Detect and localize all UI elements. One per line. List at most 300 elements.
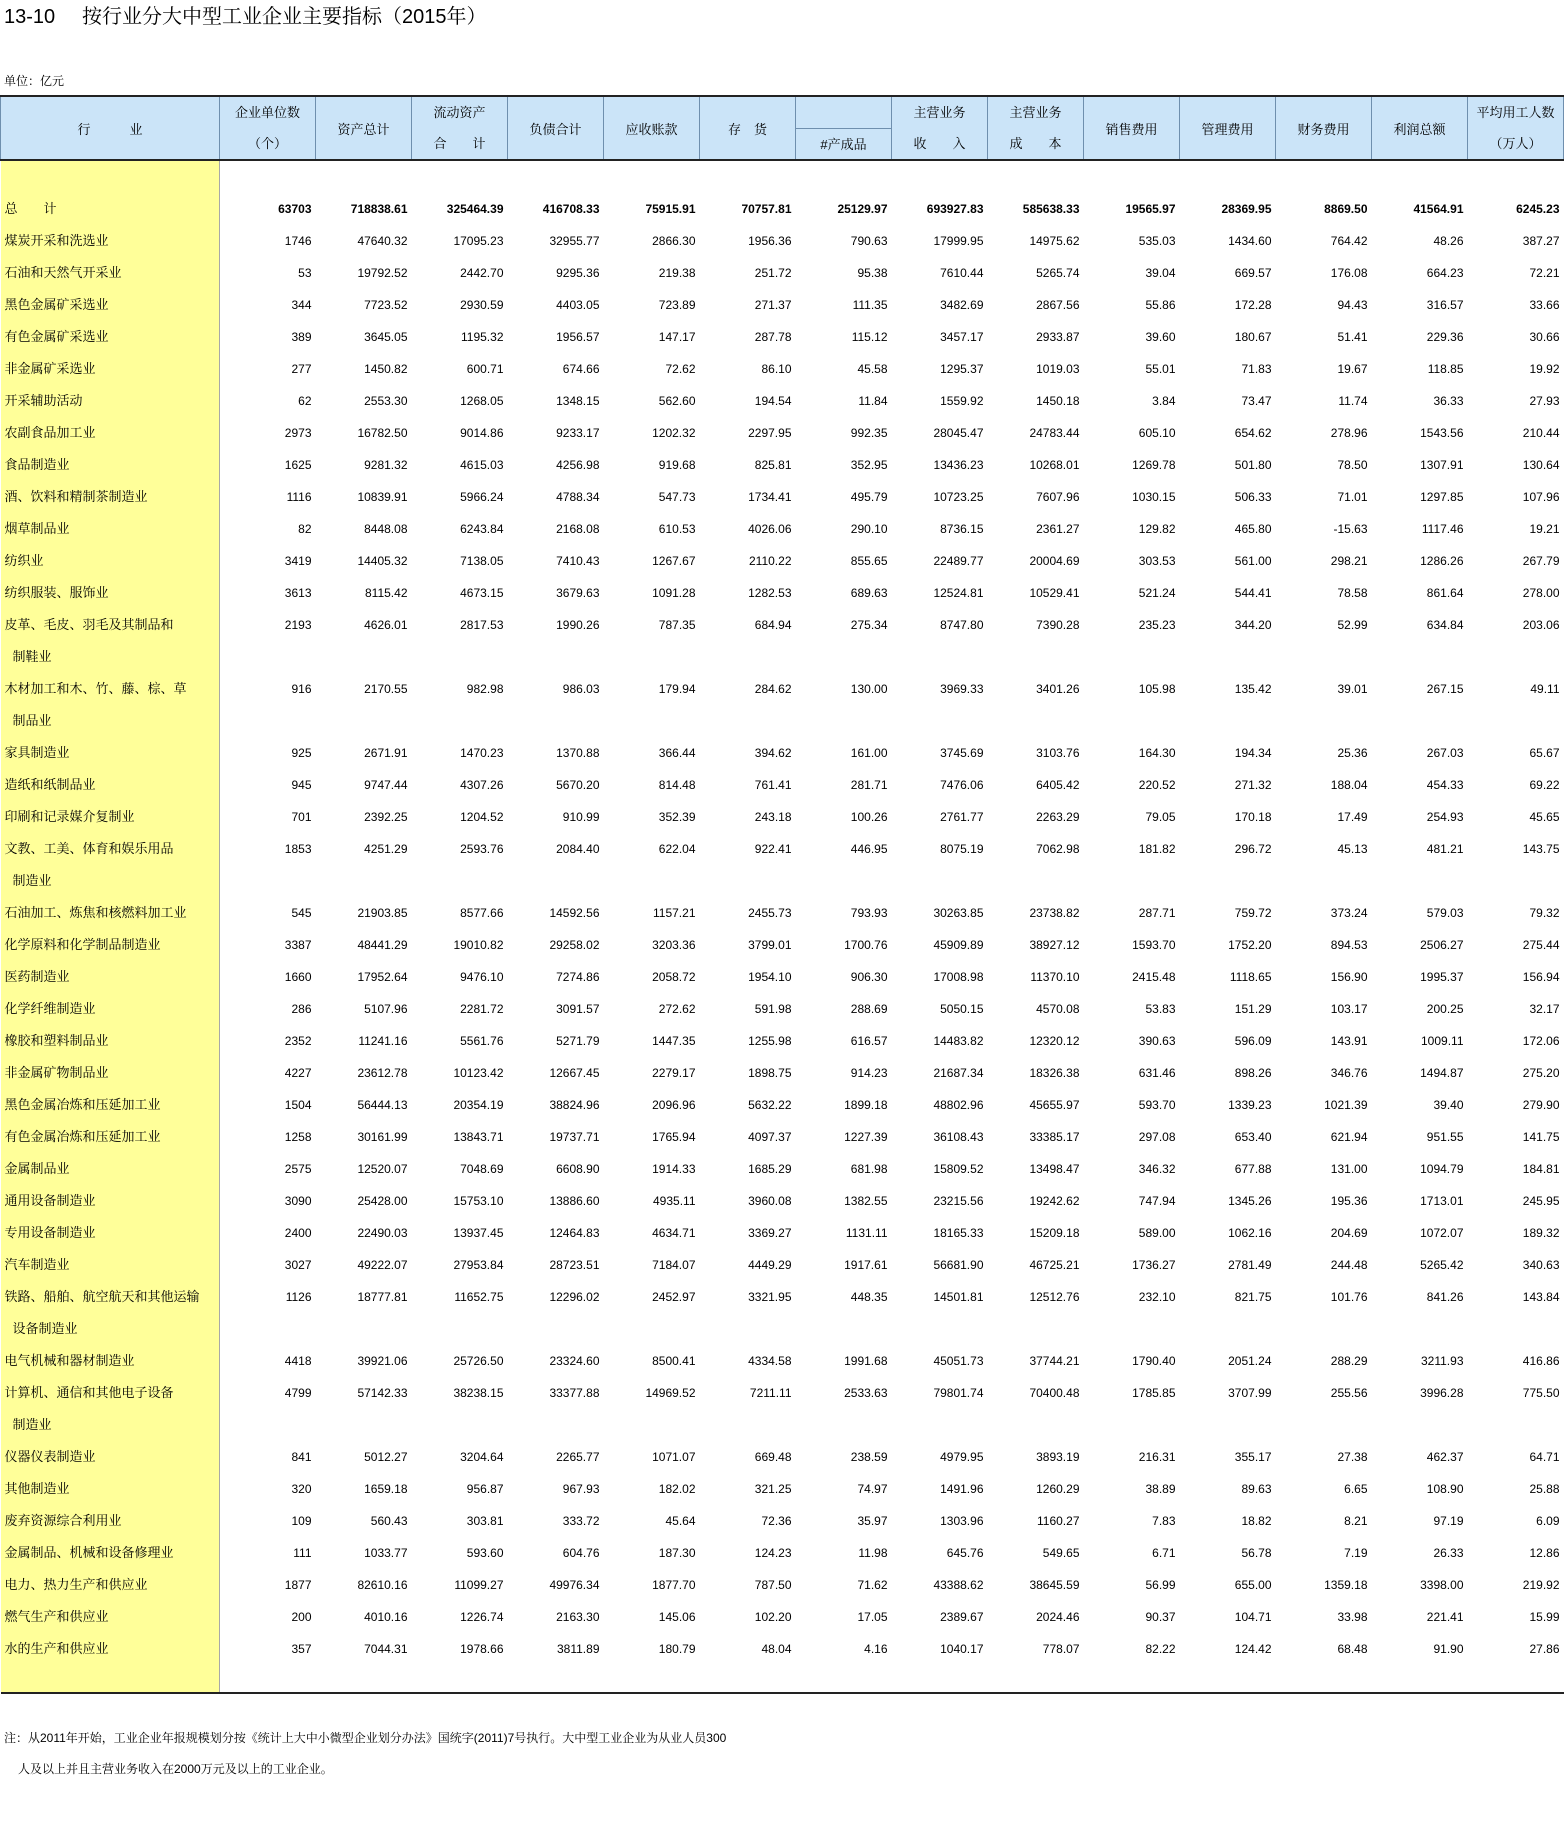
average-employees-value: 27.93	[1529, 394, 1560, 408]
industry-name: 煤炭开采和洗选业	[4, 233, 109, 248]
selling-expenses-value: 129.82	[1138, 522, 1176, 536]
financial-expenses-value: 39.01	[1337, 682, 1368, 696]
accounts-receivable-value: 814.48	[658, 778, 696, 792]
industry-name: 非金属矿采选业	[4, 361, 96, 376]
finished-goods-value: 4.16	[864, 1642, 888, 1656]
header-total-assets-label: 资产总计	[337, 121, 390, 137]
average-employees-value: 245.95	[1522, 1194, 1560, 1208]
inventory-value: 825.81	[754, 458, 792, 472]
current-assets-value: 4307.26	[460, 778, 504, 792]
main-business-revenue-value: 1559.92	[940, 394, 984, 408]
management-expenses-value: 170.18	[1234, 810, 1272, 824]
selling-expenses-value: 589.00	[1138, 1226, 1176, 1240]
industry-name-continued: 设备制造业	[12, 1321, 78, 1336]
total-liabilities-value: 14592.56	[549, 906, 600, 920]
accounts-receivable-value: 352.39	[658, 810, 696, 824]
financial-expenses-cell-empty	[1276, 160, 1372, 193]
enterprise-count-value: 389	[291, 330, 312, 344]
management-expenses-value: 1434.60	[1228, 234, 1272, 248]
selling-expenses-value: 164.30	[1138, 746, 1176, 760]
total-assets-value: 48441.29	[357, 938, 408, 952]
enterprise-count-value: 1126	[285, 1290, 312, 1304]
finished-goods-value: 74.97	[857, 1482, 888, 1496]
industry-name-continued: 制造业	[12, 1417, 52, 1432]
total-profit-value: 462.37	[1426, 1450, 1464, 1464]
accounts-receivable-value: 919.68	[658, 458, 696, 472]
total-row	[1, 193, 1564, 225]
inventory-value: 1282.53	[748, 586, 792, 600]
main-business-revenue-value: 1295.37	[940, 362, 984, 376]
main-business-revenue-value: 3745.69	[940, 746, 984, 760]
main-business-revenue-value: 2389.67	[940, 1610, 984, 1624]
main-business-cost-value: 7390.28	[1036, 618, 1080, 632]
finished-goods-value: 446.95	[850, 842, 888, 856]
total-liabilities-value: 7274.86	[556, 970, 600, 984]
header-main-business-cost-sub: 成 本	[1009, 136, 1062, 151]
main-business-cost-value: 778.07	[1042, 1642, 1080, 1656]
table-row	[1, 961, 1564, 993]
current-assets-value: 10123.42	[453, 1066, 504, 1080]
management-expenses-value: 89.63	[1241, 1482, 1272, 1496]
average-employees-value: 172.06	[1522, 1034, 1560, 1048]
current-assets-value: 303.81	[466, 1514, 504, 1528]
enterprise-count-value: 4799	[284, 1386, 312, 1400]
industry-cell	[1, 289, 220, 321]
main-business-revenue-value: 45909.89	[933, 938, 984, 952]
total-profit-value: 3211.93	[1421, 1354, 1464, 1368]
table-title: 按行业分大中型工业企业主要指标（2015年）	[82, 6, 487, 28]
management-expenses-value: 56.78	[1241, 1546, 1272, 1560]
finished-goods-value: 11.98	[858, 1546, 888, 1560]
financial-expenses-value: 8869.50	[1324, 202, 1368, 216]
current-assets-value: 4615.03	[460, 458, 504, 472]
inventory-value: 7211.11	[749, 1386, 792, 1400]
industry-cell	[1, 577, 220, 609]
financial-expenses-value: 78.58	[1337, 586, 1368, 600]
main-business-revenue-value: 17008.98	[933, 970, 984, 984]
main-business-cost-value: 2024.46	[1036, 1610, 1080, 1624]
management-expenses-value: 1339.23	[1228, 1098, 1272, 1112]
main-business-revenue-value: 7476.06	[940, 778, 984, 792]
industry-cell	[1, 1441, 220, 1473]
total-liabilities-value: 9233.17	[556, 426, 600, 440]
management-expenses-value: 172.28	[1234, 298, 1272, 312]
industry-name: 电力、热力生产和供应业	[4, 1577, 148, 1592]
total-assets-value: 1033.77	[364, 1546, 408, 1560]
finished-goods-value: 161.00	[850, 746, 888, 760]
current-assets-value: 6243.84	[460, 522, 504, 536]
total-liabilities-value: 4403.05	[556, 298, 600, 312]
inventory-value: 1898.75	[748, 1066, 792, 1080]
industry-cell	[1, 1377, 220, 1441]
industry-cell	[1, 1281, 220, 1345]
total-profit-value: 481.21	[1426, 842, 1464, 856]
finished-goods-value: 45.58	[857, 362, 888, 376]
total-liabilities-value: 5271.79	[556, 1034, 600, 1048]
accounts-receivable-value: 1914.33	[652, 1162, 696, 1176]
enterprise-count-value: 3027	[284, 1258, 312, 1272]
average-employees-value: 143.75	[1522, 842, 1560, 856]
total-profit-value: 267.03	[1426, 746, 1464, 760]
enterprise-count-value: 357	[291, 1642, 312, 1656]
total-liabilities-value: 1348.15	[556, 394, 600, 408]
management-expenses-value: 506.33	[1234, 490, 1272, 504]
finished-goods-value: 35.97	[857, 1514, 888, 1528]
page-title	[4, 3, 487, 31]
industry-cell	[1, 1249, 220, 1281]
main-business-cost-value: 12512.76	[1029, 1290, 1080, 1304]
main-business-revenue-value: 7610.44	[940, 266, 984, 280]
selling-expenses-value: 53.83	[1145, 1002, 1176, 1016]
management-expenses-value: 655.00	[1234, 1578, 1272, 1592]
selling-expenses-value: 235.23	[1138, 618, 1176, 632]
enterprise-count-value: 2193	[284, 618, 312, 632]
accounts-receivable-value: 145.06	[658, 1610, 696, 1624]
accounts-receivable-value: 147.17	[658, 330, 696, 344]
industry-name: 纺织服装、服饰业	[4, 585, 109, 600]
selling-expenses-value: 79.05	[1145, 810, 1176, 824]
total-assets-value: 23612.78	[357, 1066, 408, 1080]
main-business-cost-value: 10529.41	[1029, 586, 1080, 600]
main-business-revenue-value: 18165.33	[933, 1226, 984, 1240]
industry-name: 食品制造业	[4, 457, 70, 472]
total-liabilities-value: 7410.43	[556, 554, 600, 568]
accounts-receivable-value: 787.35	[658, 618, 696, 632]
industry-cell	[1, 449, 220, 481]
industry-cell	[1, 1121, 220, 1153]
inventory-value: 3321.95	[748, 1290, 792, 1304]
table-row	[1, 1057, 1564, 1089]
total-liabilities-value: 1370.88	[556, 746, 600, 760]
enterprise-count-value: 4227	[284, 1066, 312, 1080]
average-employees-value: 275.44	[1522, 938, 1560, 952]
table-row	[1, 481, 1564, 513]
financial-expenses-value: 244.48	[1330, 1258, 1368, 1272]
selling-expenses-value: 1790.40	[1132, 1354, 1176, 1368]
total-profit-value: 951.55	[1426, 1130, 1464, 1144]
header-inventory	[700, 96, 796, 160]
selling-expenses-value: 55.01	[1145, 362, 1176, 376]
selling-expenses-value: 19565.97	[1125, 202, 1176, 216]
main-business-cost-value: 1450.18	[1036, 394, 1080, 408]
main-business-cost-value: 2933.87	[1036, 330, 1080, 344]
industry-cell	[1, 1473, 220, 1505]
main-business-revenue-value: 4979.95	[940, 1450, 984, 1464]
management-expenses-value: 759.72	[1234, 906, 1272, 920]
main-business-cost-value: 14975.62	[1029, 234, 1080, 248]
financial-expenses-value: 52.99	[1337, 618, 1368, 632]
total-assets-value: 9747.44	[364, 778, 408, 792]
current-assets-value: 27953.84	[453, 1258, 504, 1272]
header-accounts-receivable	[604, 96, 700, 160]
table-row	[1, 897, 1564, 929]
header-main-business-cost-label: 主营业务	[1009, 105, 1062, 120]
management-expenses-value: 271.32	[1234, 778, 1272, 792]
management-expenses-value: 1118.65	[1229, 970, 1272, 984]
inventory-value: 4097.37	[748, 1130, 792, 1144]
selling-expenses-value: 747.94	[1138, 1194, 1176, 1208]
main-business-cost-value: 4570.08	[1036, 1002, 1080, 1016]
enterprise-count-value: 2400	[284, 1226, 312, 1240]
finished-goods-value: 95.38	[857, 266, 888, 280]
selling-expenses-value: 181.82	[1138, 842, 1176, 856]
enterprise-count-value: 1877	[284, 1578, 312, 1592]
header-current-assets	[412, 96, 508, 160]
header-total-assets	[316, 96, 412, 160]
total-profit-value: 2506.27	[1420, 938, 1464, 952]
average-employees-cell-empty	[1468, 160, 1564, 193]
total-assets-value: 1659.18	[364, 1482, 408, 1496]
total-assets-value: 7044.31	[364, 1642, 408, 1656]
total-assets-value: 22490.03	[357, 1226, 408, 1240]
total-assets-value: 21903.85	[357, 906, 408, 920]
main-business-revenue-value: 3969.33	[940, 682, 984, 696]
table-row	[1, 545, 1564, 577]
accounts-receivable-value: 75915.91	[645, 202, 696, 216]
selling-expenses-value: 39.04	[1145, 266, 1176, 280]
total-profit-value: 1307.91	[1420, 458, 1464, 472]
current-assets-value: 11652.75	[454, 1290, 504, 1304]
financial-expenses-value: 278.96	[1330, 426, 1368, 440]
table-row	[1, 1121, 1564, 1153]
industry-cell	[1, 961, 220, 993]
current-assets-value: 7048.69	[460, 1162, 504, 1176]
main-business-revenue-value: 14483.82	[933, 1034, 984, 1048]
total-assets-value: 2170.55	[364, 682, 408, 696]
inventory-value: 2110.22	[749, 554, 792, 568]
enterprise-count-value: 3387	[284, 938, 312, 952]
finished-goods-value: 275.34	[850, 618, 888, 632]
enterprise-count-value: 62	[298, 394, 312, 408]
total-assets-value: 560.43	[370, 1514, 408, 1528]
total-assets-value: 47640.32	[357, 234, 408, 248]
accounts-receivable-value: 1202.32	[652, 426, 696, 440]
total-profit-value: 267.15	[1426, 682, 1464, 696]
enterprise-count-value: 200	[291, 1610, 312, 1624]
selling-expenses-value: 297.08	[1138, 1130, 1176, 1144]
finished-goods-value: 115.12	[851, 330, 888, 344]
inventory-value: 1685.29	[748, 1162, 792, 1176]
main-business-revenue-value: 43388.62	[933, 1578, 984, 1592]
total-assets-value: 7723.52	[364, 298, 408, 312]
table-row	[1, 1249, 1564, 1281]
inventory-value: 684.94	[754, 618, 792, 632]
header-total-liabilities-label: 负债合计	[529, 121, 582, 137]
total-liabilities-value: 6608.90	[556, 1162, 600, 1176]
inventory-value: 287.78	[754, 330, 792, 344]
current-assets-value: 13937.45	[453, 1226, 504, 1240]
industry-name: 总 计	[4, 201, 57, 216]
current-assets-value: 38238.15	[453, 1386, 504, 1400]
total-assets-value: 56444.13	[357, 1098, 408, 1112]
total-liabilities-value: 967.93	[562, 1482, 600, 1496]
accounts-receivable-value: 1447.35	[652, 1034, 696, 1048]
management-expenses-value: 596.09	[1234, 1034, 1272, 1048]
inventory-value: 72.36	[761, 1514, 792, 1528]
industry-name: 金属制品、机械和设备修理业	[4, 1545, 174, 1560]
industry-cell	[1, 1153, 220, 1185]
current-assets-value: 19010.82	[453, 938, 504, 952]
inventory-value: 3369.27	[748, 1226, 792, 1240]
finished-goods-value: 495.79	[850, 490, 888, 504]
total-liabilities-value: 2168.08	[556, 522, 600, 536]
enterprise-count-value: 1746	[284, 234, 312, 248]
finished-goods-value: 281.71	[850, 778, 888, 792]
total-profit-value: 1494.87	[1420, 1066, 1464, 1080]
total-liabilities-value: 49976.34	[549, 1578, 600, 1592]
total-profit-value: 579.03	[1426, 906, 1464, 920]
table-row	[1, 225, 1564, 257]
total-profit-value: 1094.79	[1420, 1162, 1464, 1176]
financial-expenses-value: 288.29	[1330, 1354, 1368, 1368]
management-expenses-value: 104.71	[1234, 1610, 1272, 1624]
current-assets-value: 15753.10	[453, 1194, 504, 1208]
selling-expenses-value: 2415.48	[1132, 970, 1176, 984]
inventory-value: 4026.06	[748, 522, 792, 536]
header-current-assets-label: 流动资产	[433, 105, 486, 120]
financial-expenses-value: 19.67	[1337, 362, 1368, 376]
main-business-revenue-value: 5050.15	[940, 1002, 984, 1016]
table-row	[1, 1185, 1564, 1217]
enterprise-count-value: 286	[291, 1002, 312, 1016]
total-assets-value: 49222.07	[357, 1258, 408, 1272]
average-employees-value: 275.20	[1522, 1066, 1560, 1080]
financial-expenses-value: 176.08	[1330, 266, 1368, 280]
finished-goods-value: 914.23	[850, 1066, 888, 1080]
accounts-receivable-value: 187.30	[658, 1546, 696, 1560]
current-assets-value: 1470.23	[460, 746, 504, 760]
total-profit-value: 1713.01	[1420, 1194, 1464, 1208]
total-profit-value: 48.26	[1433, 234, 1464, 248]
total-assets-value: 5107.96	[364, 1002, 408, 1016]
main-business-cost-value: 38927.12	[1029, 938, 1080, 952]
selling-expenses-value: 593.70	[1138, 1098, 1176, 1112]
main-business-revenue-cell-empty	[892, 160, 988, 193]
financial-expenses-value: 78.50	[1337, 458, 1368, 472]
table-row	[1, 673, 1564, 737]
total-profit-value: 634.84	[1426, 618, 1464, 632]
enterprise-count-cell-empty	[220, 160, 316, 193]
main-business-cost-value: 1019.03	[1036, 362, 1080, 376]
current-assets-value: 1226.74	[460, 1610, 504, 1624]
total-assets-value: 4251.29	[364, 842, 408, 856]
average-employees-value: 189.32	[1522, 1226, 1560, 1240]
accounts-receivable-value: 45.64	[665, 1514, 696, 1528]
inventory-value: 243.18	[754, 810, 792, 824]
spacer-row-top	[1, 160, 1564, 193]
industry-name: 汽车制造业	[4, 1257, 70, 1272]
total-assets-value: 25428.00	[357, 1194, 408, 1208]
total-assets-value: 11241.16	[358, 1034, 408, 1048]
current-assets-value: 9476.10	[460, 970, 504, 984]
management-expenses-value: 465.80	[1234, 522, 1272, 536]
accounts-receivable-value: 1071.07	[652, 1450, 696, 1464]
inventory-value: 394.62	[754, 746, 792, 760]
enterprise-count-value: 1258	[284, 1130, 312, 1144]
accounts-receivable-value: 2279.17	[652, 1066, 696, 1080]
footnote-line-1: 注：从2011年开始，工业企业年报规模划分按《统计上大中小微型企业划分办法》国统字(2011)7号执行。大中型工业企业为从业人员300	[4, 1731, 727, 1745]
main-business-revenue-value: 21687.34	[933, 1066, 984, 1080]
selling-expenses-value: 6.71	[1152, 1546, 1176, 1560]
table-row	[1, 257, 1564, 289]
financial-expenses-value: 1359.18	[1324, 1578, 1368, 1592]
current-assets-value: 2930.59	[460, 298, 504, 312]
current-assets-value: 5561.76	[460, 1034, 504, 1048]
industry-name: 造纸和纸制品业	[4, 777, 96, 792]
total-assets-value: 12520.07	[357, 1162, 408, 1176]
main-business-revenue-value: 15809.52	[933, 1162, 984, 1176]
table-row	[1, 577, 1564, 609]
selling-expenses-value: 3.84	[1152, 394, 1176, 408]
table-row	[1, 737, 1564, 769]
management-expenses-value: 898.26	[1234, 1066, 1272, 1080]
average-employees-value: 416.86	[1522, 1354, 1560, 1368]
total-assets-value: 4010.16	[364, 1610, 408, 1624]
accounts-receivable-value: 2096.96	[652, 1098, 696, 1112]
main-business-revenue-value: 693927.83	[926, 202, 984, 216]
accounts-receivable-value: 4634.71	[652, 1226, 696, 1240]
header-industry	[1, 96, 220, 160]
header-management-expenses-label: 管理费用	[1201, 121, 1254, 137]
management-expenses-value: 151.29	[1234, 1002, 1272, 1016]
inventory-value: 5632.22	[748, 1098, 792, 1112]
management-expenses-value: 71.83	[1241, 362, 1272, 376]
financial-expenses-cell-empty	[1276, 1665, 1372, 1693]
main-business-cost-cell-empty	[988, 1665, 1084, 1693]
financial-expenses-value: 764.42	[1330, 234, 1368, 248]
industry-name: 有色金属冶炼和压延加工业	[4, 1129, 161, 1144]
average-employees-value: 107.96	[1522, 490, 1560, 504]
total-liabilities-value: 986.03	[562, 682, 600, 696]
finished-goods-value: 130.00	[850, 682, 888, 696]
total-liabilities-value: 29258.02	[549, 938, 600, 952]
inventory-value: 669.48	[754, 1450, 792, 1464]
industry-cell	[1, 737, 220, 769]
selling-expenses-value: 105.98	[1138, 682, 1176, 696]
inventory-value: 194.54	[754, 394, 792, 408]
industry-cell	[1, 1217, 220, 1249]
main-business-cost-value: 549.65	[1042, 1546, 1080, 1560]
total-profit-value: 97.19	[1433, 1514, 1464, 1528]
industry-cell	[1, 833, 220, 897]
selling-expenses-value: 90.37	[1145, 1610, 1176, 1624]
industry-cell	[1, 1057, 220, 1089]
header-industry-label: 行 业	[77, 121, 143, 137]
inventory-cell-empty	[700, 160, 796, 193]
financial-expenses-value: 71.01	[1337, 490, 1368, 504]
main-business-cost-value: 7062.98	[1036, 842, 1080, 856]
main-business-revenue-value: 12524.81	[933, 586, 984, 600]
main-business-revenue-value: 45051.73	[933, 1354, 984, 1368]
current-assets-value: 4673.15	[460, 586, 504, 600]
total-profit-value: 254.93	[1426, 810, 1464, 824]
current-assets-value: 8577.66	[460, 906, 504, 920]
average-employees-value: 27.86	[1529, 1642, 1560, 1656]
industry-cell	[1, 1633, 220, 1665]
current-assets-value: 7138.05	[460, 554, 504, 568]
total-liabilities-value: 1956.57	[556, 330, 600, 344]
header-main-business-revenue-label: 主营业务	[913, 105, 966, 120]
average-employees-value: 278.00	[1522, 586, 1560, 600]
header-average-employees-unit: （万人）	[1489, 136, 1542, 151]
total-liabilities-value: 3091.57	[556, 1002, 600, 1016]
table-row	[1, 513, 1564, 545]
total-liabilities-value: 910.99	[562, 810, 600, 824]
total-profit-value: 200.25	[1426, 1002, 1464, 1016]
table-row	[1, 801, 1564, 833]
total-profit-value: 3398.00	[1420, 1578, 1464, 1592]
accounts-receivable-value: 8500.41	[652, 1354, 696, 1368]
